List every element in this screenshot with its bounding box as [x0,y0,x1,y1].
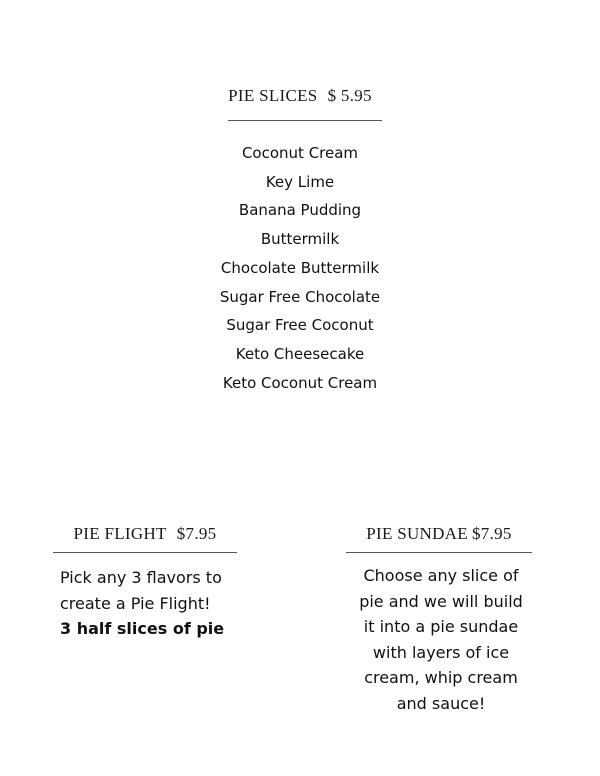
pie-sundae-line: cream, whip cream [364,668,518,687]
flavor-item: Sugar Free Chocolate [219,287,381,306]
pie-flight-description [60,565,224,642]
pie-slices-heading [0,86,600,106]
pie-flight-heading [53,524,237,544]
pie-sundae-description [326,563,556,716]
pie-sundae-title: PIE SUNDAE [366,524,468,543]
pie-flight-divider [53,552,237,553]
pie-flight-title: PIE FLIGHT [73,524,167,543]
flavor-item: Keto Cheesecake [235,344,365,363]
flavor-item: Coconut Cream [241,144,359,162]
flavor-item: Key Lime [265,172,335,191]
flavor-item: Buttermilk [260,230,340,249]
pie-sundae-price: $7.95 [471,524,512,543]
pie-sundae-line: with layers of ice [372,642,510,662]
pie-sundae-line: it into a pie sundae [363,617,519,636]
pie-sundae-line: and sauce! [396,693,486,713]
pie-sundae-line: pie and we will build [359,591,523,611]
flavor-item: Sugar Free Coconut [226,316,374,335]
pie-flight-line: create a Pie Flight! [60,593,211,613]
flavor-item: Keto Coconut Cream [222,373,378,392]
pie-slices-title: PIE SLICES [228,86,318,105]
pie-flight-bold-line: 3 half slices of pie [60,619,225,638]
pie-sundae-divider [346,552,532,553]
pie-sundae-line: Choose any slice of [363,566,519,585]
pie-sundae-heading [346,524,532,544]
flavor-item: Banana Pudding [238,201,362,220]
pie-flight-line: Pick any 3 flavors to [60,568,222,587]
pie-slices-divider [228,120,382,121]
flavor-item: Chocolate Buttermilk [220,258,380,277]
pie-flight-price: $7.95 [176,524,217,543]
pie-slices-price: $ 5.95 [327,86,372,105]
pie-slices-flavor-list [0,139,600,397]
